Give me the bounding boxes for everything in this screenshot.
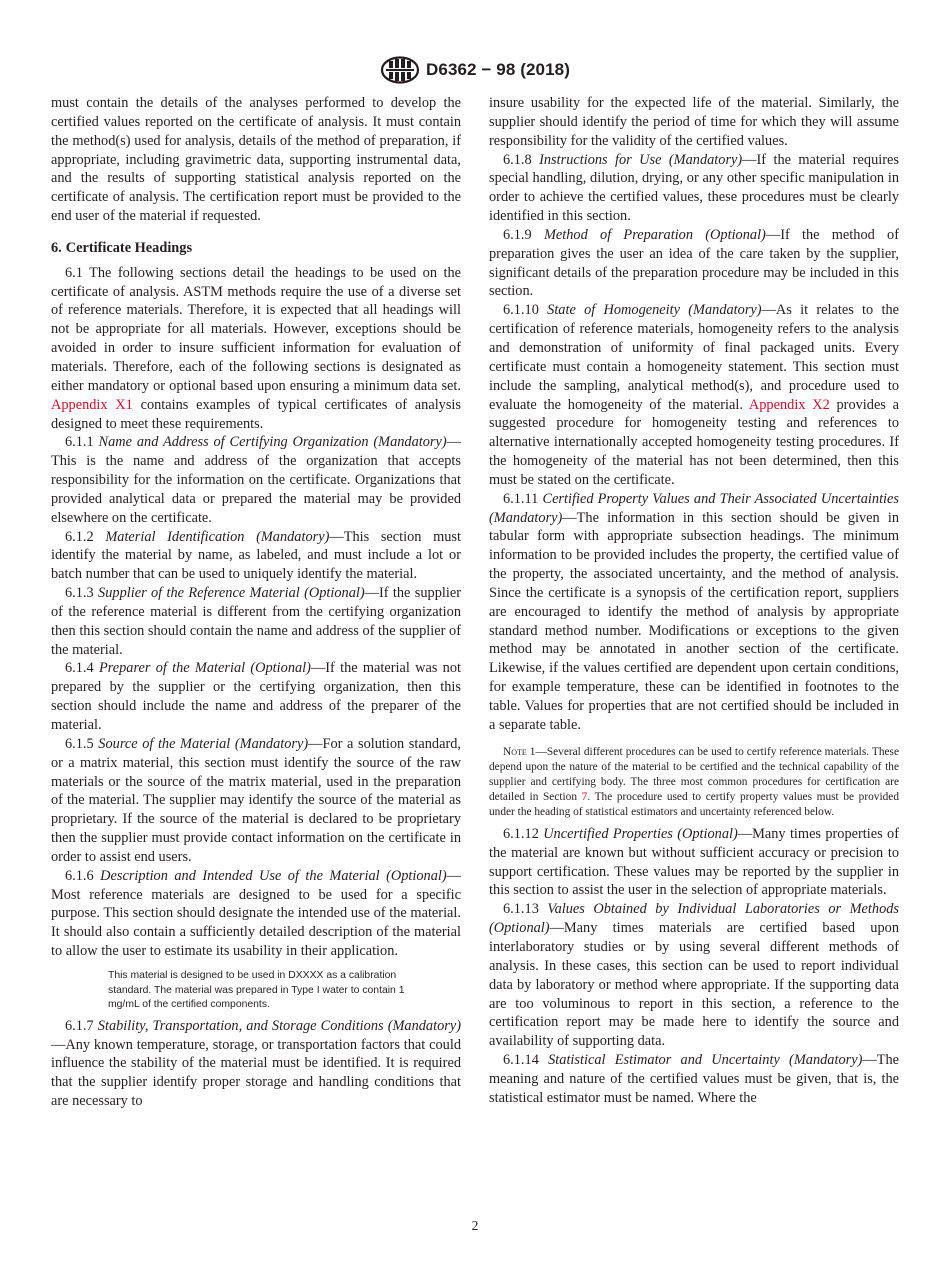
section-heading: 6. Certificate Headings — [51, 239, 193, 256]
page-number: 2 — [471, 1218, 479, 1233]
paragraph-6-1-10: 6.1.10 State of Homogeneity (Mandatory)—As it relates to the certification of reference materials, homogeneity refers to the analysis and demonstration of uniformity of final packaged units. Every certificate must contain a homogeneity statement. This section must include the sampling, analytical method(s), and procedure used to evaluate the homogeneity of the material. Appendix X2 provides a suggested procedure for homogeneity testing and references to alternative internationally accepted homogeneity testing procedures. If the homogeneity of the material has not been determined, then this must be stated on the certificate. — [489, 302, 899, 488]
continued-paragraph: must contain the details of the analyses performed to develop the certified values reported on the certificate of analysis. It must contain the method(s) used for analysis, details of the method of preparation, if appropriate, including gravimetric data, supporting instrumental data, and the results of supporting statistical analysis reported on the certificate of analysis. The certification report must be provided to the end user of the material if requested. — [51, 95, 461, 225]
note-1: Note 1—Several different procedures can be used to certify reference materials. These depend upon the nature of the material to be certified and the technical capability of the supplier and certifying body. The three most common procedures for certification are detailed in Section 7. The procedure used to certify property values must be provided under the heading of statistical estimators and uncertainty referenced below. — [489, 745, 899, 818]
note-label: Note 1 — [503, 745, 536, 758]
paragraph-6-1-5: 6.1.5 Source of the Material (Mandatory)—For a solution standard, or a matrix material, this section must identify the source of the raw materials or the source of the matrix material, used in the preparation of the material. The supplier may identify the source of the material as proprietary. If the source of the material is declared to be proprietary then the supplier must provide contact information on the certificate in order to assist end users. — [51, 735, 461, 865]
paragraph-6-1-9: 6.1.9 Method of Preparation (Optional)—If the method of preparation gives the user an idea of the care taken by the supplier, significant details of the preparation procedure may be included in this section. — [489, 226, 900, 300]
paragraph-6-1-12: 6.1.12 Uncertified Properties (Optional)—Many times properties of the material are known but without sufficient accuracy or precision to support certification. These values may be reported by the supplier in this section to assist the user in the selection of appropriate materials. — [489, 825, 899, 899]
document-designation: D6362 − 98 (2018) — [426, 60, 570, 79]
section-7-link[interactable]: 7 — [581, 790, 588, 803]
paragraph-6-1-3: 6.1.3 Supplier of the Reference Material (Optional)—If the supplier of the reference material is different from the certifying organization then this section should contain the name and address of the supplier of the material. — [51, 585, 461, 658]
paragraph-6-1-7: 6.1.7 Stability, Transportation, and Storage Conditions (Mandatory)—Any known temperature, storage, or transportation factors that could influence the stability of the material must be identified. It is required that the supplier identify proper storage and handling conditions that are necessary to — [51, 1017, 461, 1110]
page-header — [0, 56, 950, 84]
paragraph-6-1: 6.1 The following sections detail the headings to be used on the certificate of analysis. ASTM methods require the use of a diverse set of reference materials. Therefore, it is expected that all headings will not be appropriate for all materials. However, exceptions should be avoided in order to insure sufficient information for evaluation of materials. Therefore, each of the following sections is designated as either mandatory or optional based upon ensuring a minimum data set. Appendix X1 contains examples of typical certificates of analysis designed to meet these requirements. — [51, 264, 462, 432]
paragraph-6-1-8: 6.1.8 Instructions for Use (Mandatory)—If the material requires special handling, dilution, drying, or any other specific manipulation in order to achieve the certified values, these procedures must be clearly identified in this section. — [489, 151, 899, 225]
paragraph-6-1-1: 6.1.1 Name and Address of Certifying Organization (Mandatory)—This is the name and address of the organization that accepts responsibility for the information on the certificate. Organizations that provided analytical data or prepared the material may be provided elsewhere on the certificate. — [51, 434, 461, 526]
paragraph-6-1-14: 6.1.14 Statistical Estimator and Uncertainty (Mandatory)—The meaning and nature of the certified values must be given, that is, the statistical estimator must be named. Where the — [489, 1052, 900, 1106]
continued-paragraph: insure usability for the expected life of the material. Similarly, the supplier should identify the period of time for which they will assume responsibility for the validity of the certified values. — [489, 95, 899, 149]
paragraph-6-1-11: 6.1.11 Certified Property Values and Their Associated Uncertainties (Mandatory)—The information in this section should be given in tabular form with appropriate subsection headings. The minimum information to be provided includes the property, the certified value of the property, the associated uncertainty, and the method of analysis. Since the certificate is a synopsis of the certification report, suppliers are encouraged to identify the method of analysis by appropriate standard method number. Modifications or exceptions to the given method may be annotated in another section of the certificate. Likewise, if the values certified are dependent upon certain conditions, for example temperature, these can be identified in footnotes to the table. Values for properties that are not certified should be included in a separate table. — [489, 490, 899, 733]
paragraph-6-1-4: 6.1.4 Preparer of the Material (Optional)—If the material was not prepared by the supplier or the certifying organization, then this section should include the name and address of the preparer of the material. — [51, 660, 462, 733]
paragraph-6-1-6: 6.1.6 Description and Intended Use of the Material (Optional)—Most reference materials are designed to be used for a specific purpose. This section should designate the intended use of the material. It should also contain a sufficiently detailed description of the material to allow the user to estimate its usability in their application. — [51, 867, 462, 960]
example-text: This material is designed to be used in DXXXX as a calibration standard. The material was prepared in Type I water to contain 1 mg/mL of the certified components. — [108, 969, 405, 1011]
paragraph-6-1-13: 6.1.13 Values Obtained by Individual Laboratories or Methods (Optional)—Many times materials are certified based upon interlaboratory studies or by using several different methods of analysis. In these cases, this section can be used to report individual data by laboratory or method where appropriate. If the supporting data are too voluminous to report in this section, a reference to the certification report may be made here to identify the source and availability of supporting data. — [489, 901, 899, 1050]
left-column — [51, 94, 461, 1111]
appendix-x2-link[interactable]: Appendix X2 — [748, 396, 830, 413]
astm-logo-icon — [380, 56, 420, 84]
right-column — [489, 94, 899, 1108]
paragraph-6-1-2: 6.1.2 Material Identification (Mandatory)—This section must identify the material by name, as labeled, and must include a lot or batch number that can be used to uniquely identify the material. — [51, 528, 461, 583]
appendix-x1-link[interactable]: Appendix X1 — [51, 396, 133, 413]
